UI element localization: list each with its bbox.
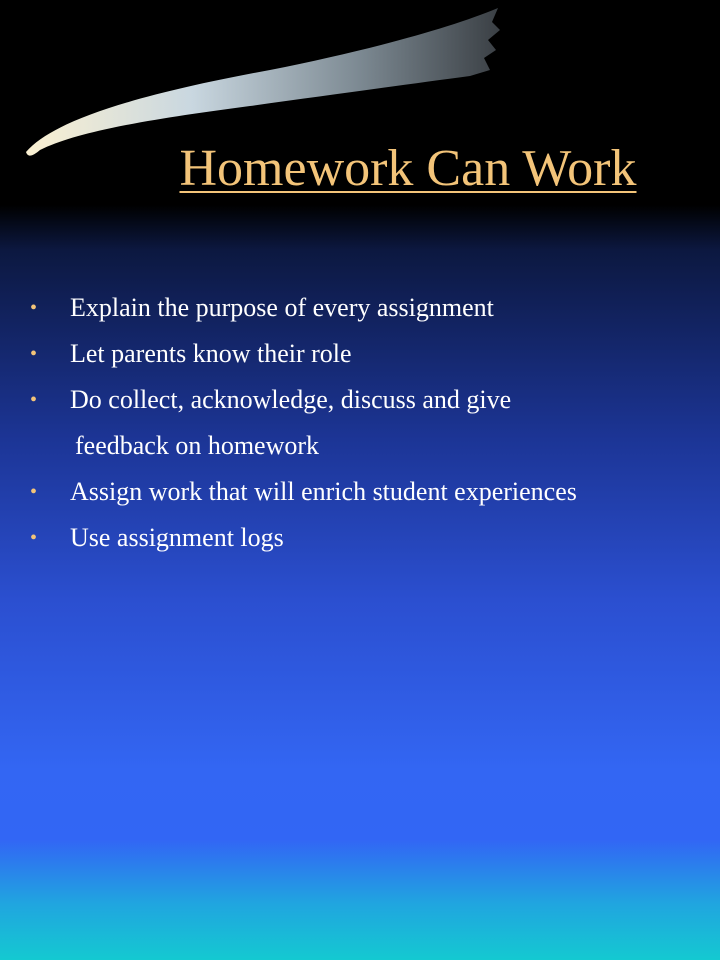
bullet-dot-icon: • bbox=[30, 389, 38, 411]
swoosh-shape bbox=[26, 8, 500, 156]
slide-title-text: Homework Can Work bbox=[179, 140, 637, 197]
bullet-item bbox=[30, 331, 710, 377]
bullet-text: Explain the purpose of every assignment bbox=[70, 293, 494, 322]
bullet-list bbox=[30, 285, 710, 561]
bullet-item bbox=[30, 377, 710, 469]
bullet-dot-icon: • bbox=[30, 343, 38, 365]
bullet-text: Assign work that will enrich student experiences bbox=[70, 477, 577, 506]
bullet-text: Let parents know their role bbox=[70, 339, 352, 368]
bullet-continuation: feedback on homework bbox=[75, 431, 320, 460]
bullet-dot-icon: • bbox=[30, 481, 38, 503]
bullet-text: Do collect, acknowledge, discuss and give bbox=[70, 385, 512, 414]
slide-title bbox=[0, 138, 720, 200]
bullet-item bbox=[30, 515, 710, 561]
bullet-item bbox=[30, 469, 710, 515]
bullet-dot-icon: • bbox=[30, 527, 38, 549]
bullet-item bbox=[30, 285, 710, 331]
bullet-dot-icon: • bbox=[30, 297, 38, 319]
bullet-text: Use assignment logs bbox=[70, 523, 284, 552]
